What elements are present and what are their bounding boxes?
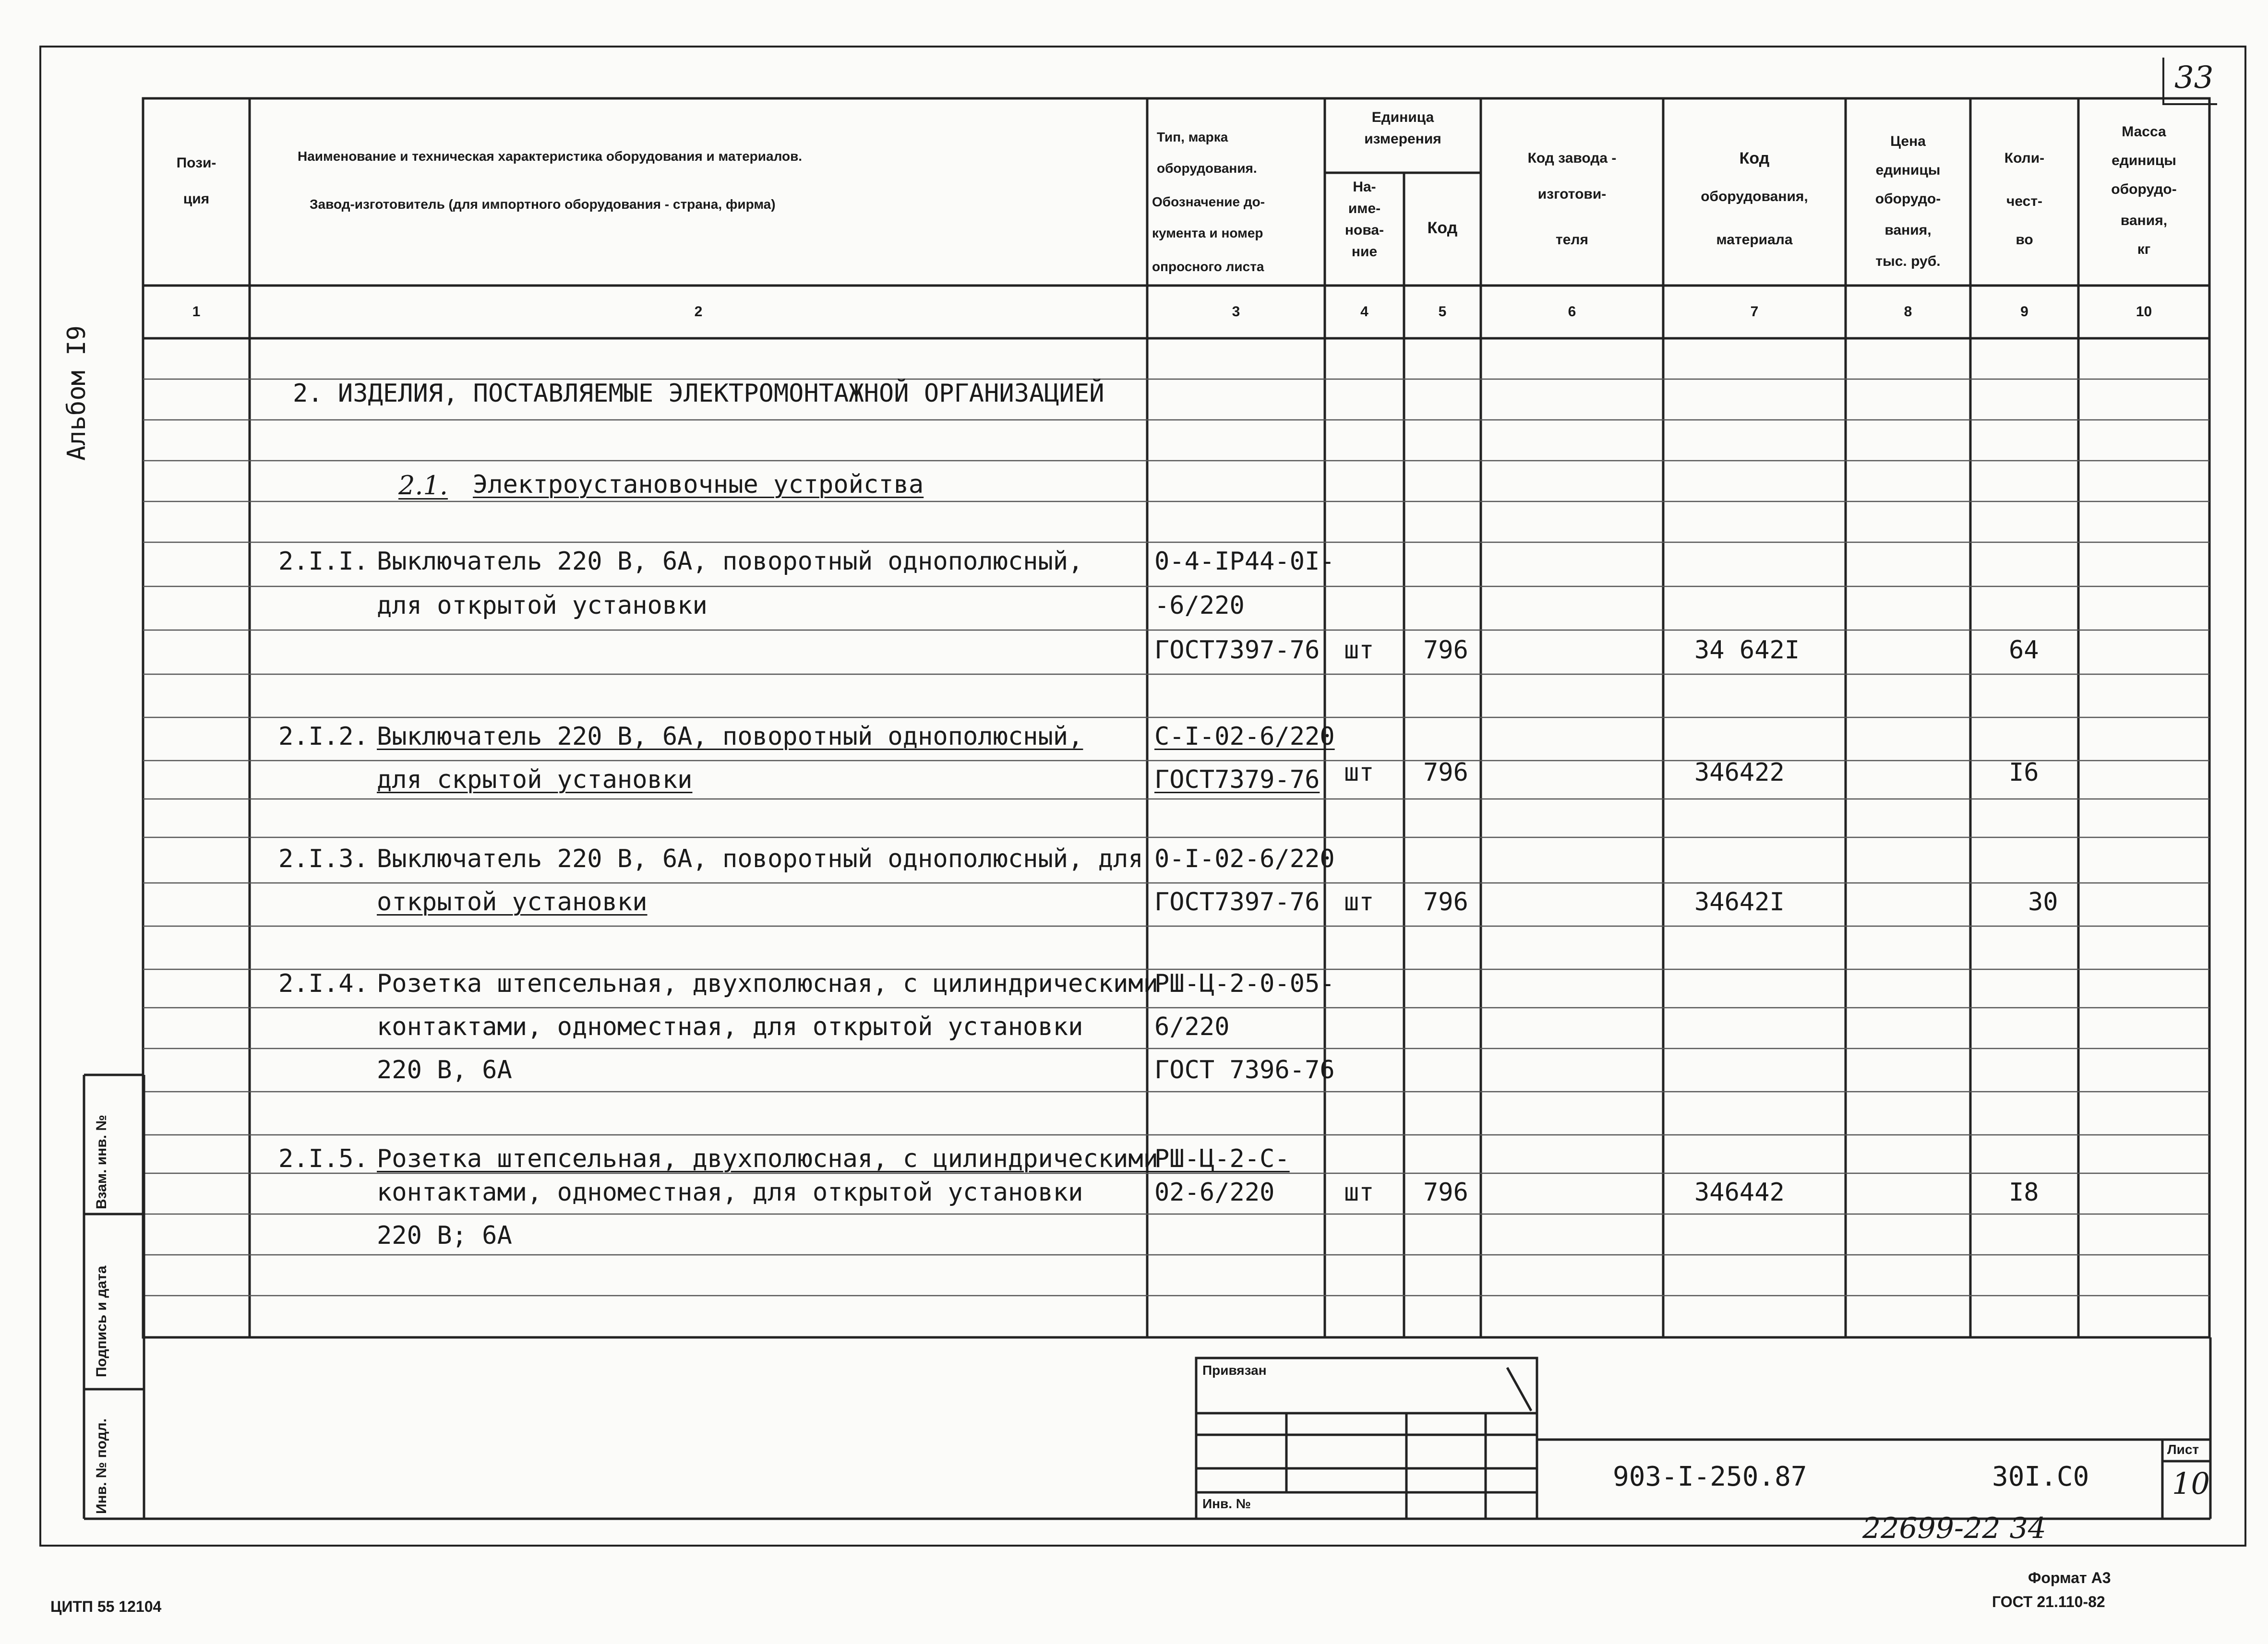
header-unit-group-line2: измерения — [1364, 131, 1441, 147]
colnum-8: 8 — [1904, 304, 1912, 320]
header-col2-line2: Завод-изготовитель (для импортного оборудования - страна, фирма) — [310, 197, 776, 212]
colnum-1: 1 — [192, 304, 201, 320]
item-1-pos: 2.I.I. — [278, 547, 369, 576]
stamp-signature-date: Подпись и дата — [94, 1265, 109, 1377]
header-unit-group-line1: Единица — [1371, 109, 1434, 125]
header-col10-line3: оборудо- — [2111, 181, 2177, 197]
header-col4-line3: нова- — [1344, 222, 1384, 238]
header-col8-line5: тыс. руб. — [1875, 253, 1941, 269]
item-4-name-line2: контактами, одноместная, для открытой установки — [377, 1013, 1083, 1041]
item-2-code: 796 — [1423, 758, 1468, 787]
header-col8-line4: вания, — [1884, 222, 1932, 238]
header-col3-line2: оборудования. — [1157, 161, 1257, 176]
item-2-pos: 2.I.2. — [278, 722, 369, 751]
colnum-7: 7 — [1750, 304, 1759, 320]
item-5-code: 796 — [1423, 1178, 1468, 1207]
header-col4-line4: ние — [1351, 244, 1378, 260]
colnum-4: 4 — [1360, 304, 1368, 320]
header-col3-line3: Обозначение до- — [1152, 194, 1265, 209]
album-label: Альбом I9 — [62, 325, 91, 461]
header-col7-line3: материала — [1716, 232, 1793, 248]
header-col1-line1: Пози- — [176, 155, 216, 171]
item-5-type-line2: 02-6/220 — [1154, 1178, 1275, 1207]
item-5-name-line3: 220 В; 6А — [377, 1221, 512, 1250]
item-3-code: 796 — [1423, 888, 1468, 917]
item-4-name-line3: 220 В, 6А — [377, 1056, 512, 1084]
item-5-pos: 2.I.5. — [278, 1144, 369, 1173]
item-3-name-line1: Выключатель 220 В, 6А, поворотный однополюсный, для — [377, 845, 1143, 873]
item-1-name-line2: для открытой установки — [377, 591, 708, 620]
item-1-type-line1: 0-4-IP44-0I- — [1154, 547, 1335, 576]
item-1-equip-code: 34 642I — [1694, 636, 1800, 665]
format-label: Формат А3 — [2028, 1569, 2111, 1586]
section-title: 2. ИЗДЕЛИЯ, ПОСТАВЛЯЕМЫЕ ЭЛЕКТРОМОНТАЖНОЙ ОРГАНИЗАЦИЕЙ — [293, 379, 1104, 408]
header-col3-line4: кумента и номер — [1152, 226, 1263, 240]
stamp-vzam-inv: Взам. инв. № — [94, 1115, 109, 1209]
header-col6-line2: изготови- — [1537, 186, 1607, 202]
header-col4-line2: име- — [1348, 201, 1381, 216]
colnum-2: 2 — [694, 304, 703, 320]
header-col7-line2: оборудования, — [1701, 189, 1808, 204]
header-col1-line2: ция — [183, 191, 210, 207]
colnum-5: 5 — [1438, 304, 1447, 320]
item-4-type-line1: РШ-Ц-2-0-05- — [1154, 969, 1335, 998]
header-col7-line1: Код — [1739, 149, 1770, 167]
header-col8-line1: Цена — [1890, 133, 1926, 149]
item-1-type-line3: ГОСТ7397-76 — [1154, 636, 1320, 665]
header-col3-line1: Тип, марка — [1157, 130, 1228, 144]
item-4-type-line3: ГОСТ 7396-76 — [1154, 1056, 1335, 1084]
gost-label: ГОСТ 21.110-82 — [1992, 1593, 2105, 1610]
item-2-type-line2: ГОСТ7379-76 — [1154, 765, 1320, 794]
header-col6-line3: теля — [1556, 232, 1588, 248]
header-col5: Код — [1427, 219, 1458, 237]
header-col10-line1: Масса — [2122, 124, 2166, 140]
item-3-qty: 30 — [2028, 888, 2058, 917]
header-col8-line3: оборудо- — [1875, 191, 1941, 207]
item-1-name-line1: Выключатель 220 В, 6А, поворотный однополюсный, — [377, 547, 1083, 576]
item-1-unit: шт — [1344, 636, 1374, 665]
header-col9-line2: чест- — [2006, 193, 2043, 209]
item-3-unit: шт — [1344, 888, 1374, 917]
item-2-name-line1: Выключатель 220 В, 6А, поворотный однополюсный, — [377, 722, 1083, 751]
header-col9-line1: Коли- — [2004, 150, 2045, 166]
header-col10-line2: единицы — [2112, 153, 2176, 168]
subsection-title: Электроустановочные устройства — [473, 470, 924, 499]
colnum-9: 9 — [2020, 304, 2028, 320]
item-5-unit: шт — [1344, 1178, 1374, 1207]
header-col9-line3: во — [2016, 232, 2033, 248]
item-3-equip-code: 34642I — [1694, 888, 1785, 917]
item-2-name-line2: для скрытой установки — [377, 765, 693, 794]
item-4-name-line1: Розетка штепсельная, двухполюсная, с цилиндрическими — [377, 969, 1158, 998]
item-4-type-line2: 6/220 — [1154, 1013, 1230, 1041]
item-5-equip-code: 346442 — [1694, 1178, 1785, 1207]
item-3-type-line2: ГОСТ7397-76 — [1154, 888, 1320, 917]
title-block-list-number: 10 — [2172, 1466, 2210, 1501]
bottom-handwritten-number: 22699-22 34 — [1862, 1512, 2046, 1545]
item-2-qty: I6 — [2009, 758, 2039, 787]
item-5-name-line1: Розетка штепсельная, двухполюсная, с цилиндрическими — [377, 1144, 1158, 1173]
header-col10-line5: кг — [2137, 241, 2151, 257]
header-col2-line1: Наименование и техническая характеристика оборудования и материалов. — [298, 149, 803, 164]
top-sheet-number: 33 — [2174, 60, 2214, 95]
item-3-type-line1: 0-I-02-6/220 — [1154, 845, 1335, 873]
item-4-pos: 2.I.4. — [278, 969, 369, 998]
header-col3-line5: опросного листа — [1152, 259, 1264, 274]
title-block-inv-no: Инв. № — [1202, 1496, 1251, 1511]
item-2-equip-code: 346422 — [1694, 758, 1785, 787]
item-1-code: 796 — [1423, 636, 1468, 665]
header-col4-line1: На- — [1353, 179, 1376, 195]
ciitp-label: ЦИТП 55 12104 — [50, 1598, 162, 1615]
item-1-qty: 64 — [2009, 636, 2039, 665]
header-col8-line2: единицы — [1875, 162, 1941, 178]
item-2-unit: шт — [1344, 758, 1374, 787]
item-5-name-line2: контактами, одноместная, для открытой установки — [377, 1178, 1083, 1207]
title-block-privyazan: Привязан — [1202, 1363, 1267, 1378]
title-block-doc-code: 903-I-250.87 — [1613, 1461, 1807, 1492]
title-block-list-label: Лист — [2167, 1442, 2199, 1457]
item-3-name-line2: открытой установки — [377, 888, 648, 917]
item-5-type-line1: РШ-Ц-2-С- — [1154, 1144, 1290, 1173]
colnum-10: 10 — [2136, 304, 2152, 320]
item-1-type-line2: -6/220 — [1154, 591, 1245, 620]
header-col6-line1: Код завода - — [1527, 150, 1617, 166]
stamp-inv-podl: Инв. № подл. — [94, 1418, 109, 1514]
colnum-3: 3 — [1232, 304, 1240, 320]
header-col10-line4: вания, — [2120, 213, 2168, 228]
item-5-qty: I8 — [2009, 1178, 2039, 1207]
title-block-sheet-code: 30I.C0 — [1992, 1461, 2089, 1492]
item-3-pos: 2.I.3. — [278, 845, 369, 873]
item-2-type-line1: С-I-02-6/220 — [1154, 722, 1335, 751]
colnum-6: 6 — [1568, 304, 1576, 320]
subsection-number: 2.1. — [398, 470, 448, 500]
